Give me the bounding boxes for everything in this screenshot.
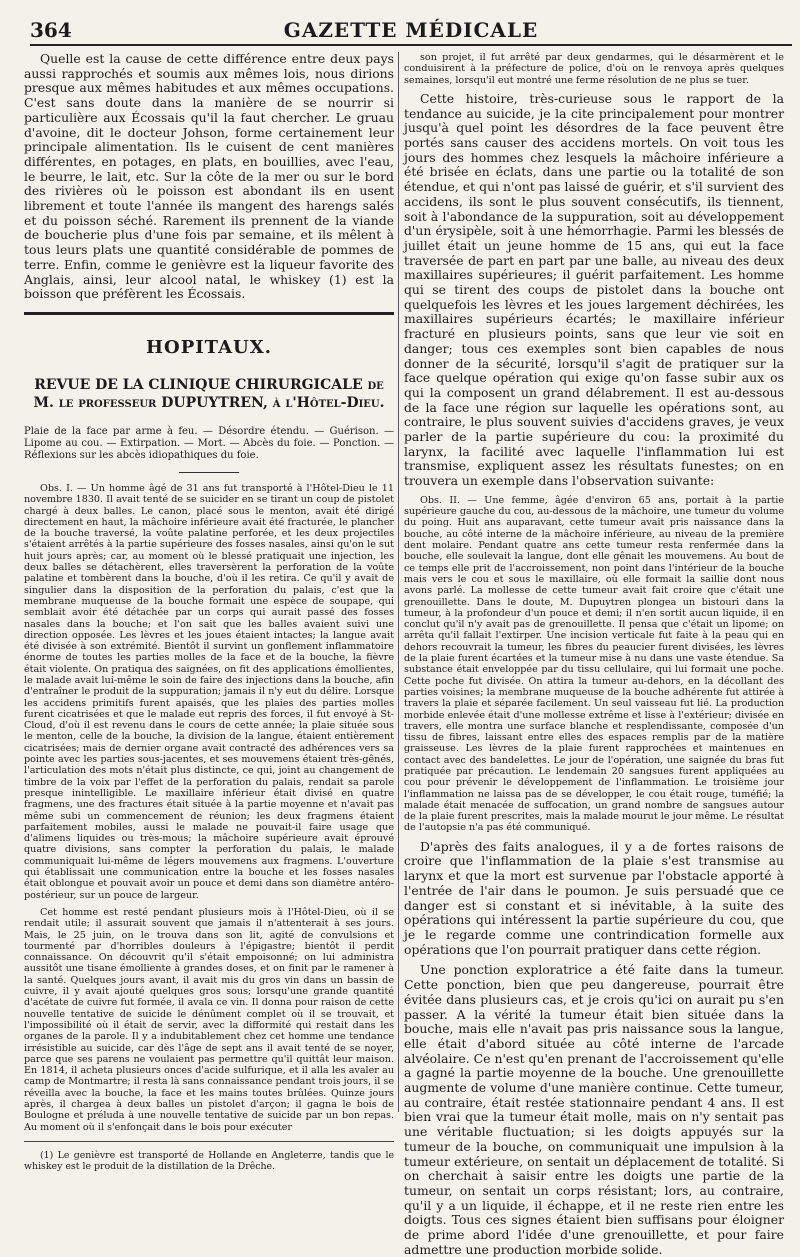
analysis-paragraph: D'après des faits analogues, il y a de fortes raisons de croire que l'inflammation de la plaie s'est transmise au larynx et que la mort est survenue par l'obstacle apporté à l'entrée de l'air dans le poumon. Je suis persuadé que ce danger est si constant et si inévitable, à la suite des opérations qui intéressent la partie supérieure du cou, que je le regarde comme une contrindication formelle aux opérations que l'on pourrait pratiquer dans cette région. [404,838,784,957]
page-header [30,16,792,46]
commentary-paragraph: Cette histoire, très-curieuse sous le rapport de la tendance au suicide, je la cite principalement pour montrer jusqu'à quel point les désordres de la face peuvent être portés sans causer des accidens mortels. On voit tous les jours des hommes chez lesquels la mâchoire inférieure a été brisée en éclats, dans une partie ou la totalité de son étendue, et qui n'ont pas laissé de guérir, et s'il survient des accidens, ils sont le plus souvent consécutifs, ils tiennent, soit à l'abondance de la suppuration, soit au développement d'un érysipèle, soit à une hémorrhagie. Parmi les blessés de juillet était un jeune homme de 15 ans, qui eut la face traversée de part en part par une balle, au niveau des deux maxillaires supérieures; il guérit parfaitement. Les homme qui se tirent des coups de pistolet dans la bouche ont quelquefois les lèvres et les joues largement déchirées, les maxillaires supérieurs écartés; le maxillaire inférieur fracturé en plusieurs points, sans que leur vie soit en danger; tous ces exemples sont bien capables de nous donner de la sécurité, lorsqu'il s'agit de pratiquer sur la face quelque opération qui exige qu'on fasse subir aux os qui la composent un grand délabrement. Il est au-dessous de la face une région sur laquelle les opérations sont, au contraire, le plus souvent suivies d'accidens graves, je veux parler de la partie supérieure du cou: la proximité du larynx, la facilité avec laquelle l'inflammation lui est transmise, expliquent assez les résultats funestes; on en trouvera un exemple dans l'observation suivante: [404,90,784,489]
left-column [24,51,394,1172]
continuation-paragraph: son projet, il fut arrêté par deux gendarmes, qui le désarmèrent et le conduisirent à la préfecture de police, d'où on le renvoya après quelques semaines, lorsqu'il eut montré une ferme résolution de ne plus se tuer. [404,52,784,86]
observation-1: Obs. I. — Un homme âgé de 31 ans fut transporté à l'Hôtel-Dieu le 11 novembre 1830. Il avait tenté de se suicider en se tirant un coup de pistolet chargé à deux balles. Le canon, placé sous le menton, avait été dirigé directement en haut, la mâchoire inférieure avait été fracturée, le plancher de la bouche traversé, la voûte palatine perforée, et les deux projectiles s'étaient arrêtés à la partie supérieure des fosses nasales, ainsi qu'on le sut huit jours après; car, au moment où le blessé pratiquait une injection, les deux balles se détachèrent, elles traversèrent la perforation de la voûte palatine et tombèrent dans la bouche, d'où il les retira. Ce qu'il y avait de singulier dans la disposition de la perforation du palais, c'est que la membrane muqueuse de la bouche formait une espèce de soupape, qui semblait avoir été détachée par un corps qui aurait passé des fosses nasales dans la bouche; et l'on sait que les balles avaient suivi une direction opposée. Les lèvres et les joues étaient intactes; la langue avait été divisée à son extrémité. Bientôt il survint un gonflement inflammatoire énorme de toutes les parties molles de la face et de la bouche, la fièvre était violente. On pratiqua des saignées, on fit des applications émollientes, le malade avait lui-même le soin de faire des injections dans la bouche, afin d'entraîner le produit de la suppuration; jamais il n'y eut du délire. Lorsque les accidens primitifs furent apaisés, que les plaies des parties molles furent cicatrisées et que le malade eut repris des forces, il fut envoyé à St-Cloud, d'où il est revenu dans le cours de cette année; la plaie située sous le menton, celle de la bouche, la division de la langue, étaient entièrement cicatrisées; mais de dernier organe avait contracté des adhérences vers sa pointe avec les parties sous-jacentes, et ses mouvemens étaient très-gênés, l'articulation des mots n'était plus distincte, ce qui, joint au changement de timbre de la voix par l'effet de la perforation du palais, rendait sa parole presque inintelligible. Le maxillaire inférieur était divisé en quatre fragmens, une des fractures était située à la partie moyenne et n'avait pas même subi un commencement de réunion; les deux fragmens étaient parfaitement mobiles, aussi le malade ne pouvait-il faire usage que d'alimens liquides ou très-mous; la mâchoire supérieure avait éprouvé quatre divisions, sans compter la perforation du palais, le malade communiquait lui-même de légers mouvemens aux fragmens. L'ouverture qui établissait une communication entre la bouche et les fosses nasales était oblongue et pouvait avoir un pouce et demi dans son diamètre antéro-postérieur, sur un pouce de largeur. [24,482,394,901]
observation-2: Obs. II. — Une femme, âgée d'environ 65 ans, portait à la partie supérieure gauche du cou, au-dessous de la mâchoire, une tumeur du volume du poing. Huit ans auparavant, cette tumeur avait pris naissance dans la bouche, au côté interne de la mâchoire inférieure, au niveau de la première dent molaire. Pendant quatre ans cette tumeur resta renfermée dans la bouche, elle soulevait la langue, dont elle gênait les mouvemens. Au bout de ce temps elle prit de l'accroissement, non point dans l'intérieur de la bouche mais vers le cou et sous le maxillaire, où elle formait la saillie dont nous avons parlé. La mollesse de cette tumeur avait fait croire que c'était une grenouillette. Dans le doute, M. Dupuytren plongea un bistouri dans la tumeur, à la profondeur d'un pouce et demi; il n'en sortit aucun liquide, il en conclut qu'il n'y avait pas de grenouillette. Il pensa que c'était un lipome; on arrêta qu'il fallait l'extirper. Une incision verticale fut faite à la peau qui en dehors recouvrait la tumeur, les fibres du peaucier furent divisées, les lèvres de la plaie furent écartées et la tumeur mise à nu dans une vaste étendue. Sa substance était enveloppée par du tissu cellulaire, qui lui formait une poche. Cette poche fut divisée. On attira la tumeur au-dehors, en la décollant des parties voisines; la membrane muqueuse de la bouche adhérente fut attirée à travers la plaie et séparée facilement. Un seul vaisseau fut lié. La production morbide enlevée était d'une mollesse extrême et lisse à l'extérieur; divisée en travers, elle montra une surface blanche et resplendissante, composée d'un tissu de fibres, laissant entre elles des espaces remplis par de la matière graisseuse. Les lèvres de la plaie furent rapprochées et maintenues en contact avec des bandelettes. Le jour de l'opération, une saignée du bras fut pratiquée par précaution. Le lendemain 20 sangsues furent appliquées au cou pour prévenir le développement de l'inflammation. Le troisième jour l'inflammation ne laissa pas de se développer, le cou était rouge, tuméfié; la malade était menacée de suffocation, un grand nombre de sangsues autour de la plaie furent prescrites, mais la malade mourut le jour même. Le résultat de l'autopsie n'a pas été communiqué. [404,494,784,834]
observation-1-continued: Cet homme est resté pendant plusieurs mois à l'Hôtel-Dieu, où il se rendait utile; il assurait souvent que jamais il n'attenterait à ses jours. Mais, le 25 juin, on le trouva dans son lit, agité de convulsions et tourmenté par d'horribles douleurs à l'épigastre; bientôt il perdit connaissance. On découvrit qu'il s'était empoisonné; on lui administra aussitôt une tisane émolliente à grandes doses, et on finit par le ramener à la santé. Quelques jours avant, il avait mis du gros vin dans un bassin de cuivre, il y avait ajouté quelques gros sous; lorsqu'une grande quantité d'acétate de cuivre fut formée, il avala ce vin. Il donna pour raison de cette nouvelle tentative de suicide le dénûment complet où il se trouvait, et l'impossibilité où il était de servir, avec la difformité qui restait dans les organes de la parole. Il y a indubitablement chez cet homme une tendance irrésistible au suicide, car dès l'âge de sept ans il avait tenté de se noyer, parce que ses parens ne voulaient pas permettre qu'il quittât leur maison. En 1814, il acheta plusieurs onces d'acide sulfurique, et il alla les avaler au camp de Montmartre; il resta là sans connaissance pendant trois jours, il se réveilla avec la bouche, la face et les mains toutes brûlées. Quinze jours après, il chargea à deux balles un pistolet d'arçon; il gagna le bois de Boulogne et préluda à une nouvelle tentative de suicide par un bon repas. Au moment où il s'enfonçait dans le bois pour exécuter [24,906,394,1133]
article-summary: Plaie de la face par arme à feu. — Désordre étendu. — Guérison. — Lipome au cou. — Extirpation. — Mort. — Abcès du foie. — Ponction. — Réflexions sur les abcès idiopathiques du foie. [24,425,394,461]
section-title: HOPITAUX. [146,336,272,358]
publication-title: GAZETTE MÉDICALE [283,18,539,42]
review-title: REVUE DE LA CLINIQUE CHIRURGICALE de M. le professeur DUPUYTREN, à l'Hôtel-Dieu. [33,376,385,411]
footnote: (1) Le genièvre est transporté de Hollande en Angleterre, tandis que le whiskey est le produit de la distillation de la Drêche. [24,1149,394,1172]
right-column [404,52,784,1257]
summary-rule [179,472,239,473]
puncture-paragraph: Une ponction exploratrice a été faite dans la tumeur. Cette ponction, bien que peu dangereuse, pourrait être évitée dans plusieurs cas, et je crois qu'ici on aurait pu s'en passer. A la vérité la tumeur était bien située dans la bouche, mais elle n'avait pas pris naissance sous la langue, elle était d'abord située au côté interne de l'arcade alvéolaire. Ce n'est qu'en prenant de l'accroissement qu'elle a gagné la partie moyenne de la bouche. Une grenouillette augmente de volume d'une manière continue. Cette tumeur, au contraire, était restée stationnaire pendant 4 ans. Il est bien vrai que la tumeur était molle, mais on n'y sentait pas une véritable fluctuation; si les doigts appuyés sur la tumeur de la bouche, on communiquait une impulsion à la tumeur extérieure, on sentait un déplacement de totalité. Si on cherchait à saisir entre les doigts une partie de la tumeur, on sentait un corps résistant; lors, au contraire, qu'il y a un liquide, il échappe, et il ne reste rien entre les doigts. Tous ces signes étaient bien suffisans pour éloigner de prime abord l'idée d'une grenouillette, et pour faire admettre une production morbide solide. [404,962,784,1257]
section-rule [24,312,394,315]
intro-paragraph: Quelle est la cause de cette différence entre deux pays aussi rapprochés et soumis aux mêmes lois, nous dirions presque aux mêmes habitudes et aux mêmes occupations. C'est sans doute dans la manière de se nourrir si particulière aux Écossais qu'il la faut chercher. Le gruau d'avoine, dit le docteur Johson, forme certainement leur principale alimentation. Ils le cuisent de cent manières différentes, en potages, en plats, en bouillies, avec l'eau, le beurre, le lait, etc. Sur la côte de la mer ou sur le bord des rivières où le poisson est abondant ils en usent librement et toute l'année ils mangent des harengs salés et du poisson séché. Rarement ils prennent de la viande de boucherie plus d'une fois par semaine, et ils mêlent à tous leurs plats une quantité considérable de pommes de terre. Enfin, comme le genièvre est la liqueur favorite des Anglais, ainsi, leur alcool natal, le whiskey (1) est la boisson que préfèrent les Écossais. [24,51,394,302]
footnote-rule [24,1141,394,1142]
column-divider [398,52,399,1112]
page-number: 364 [30,18,72,42]
